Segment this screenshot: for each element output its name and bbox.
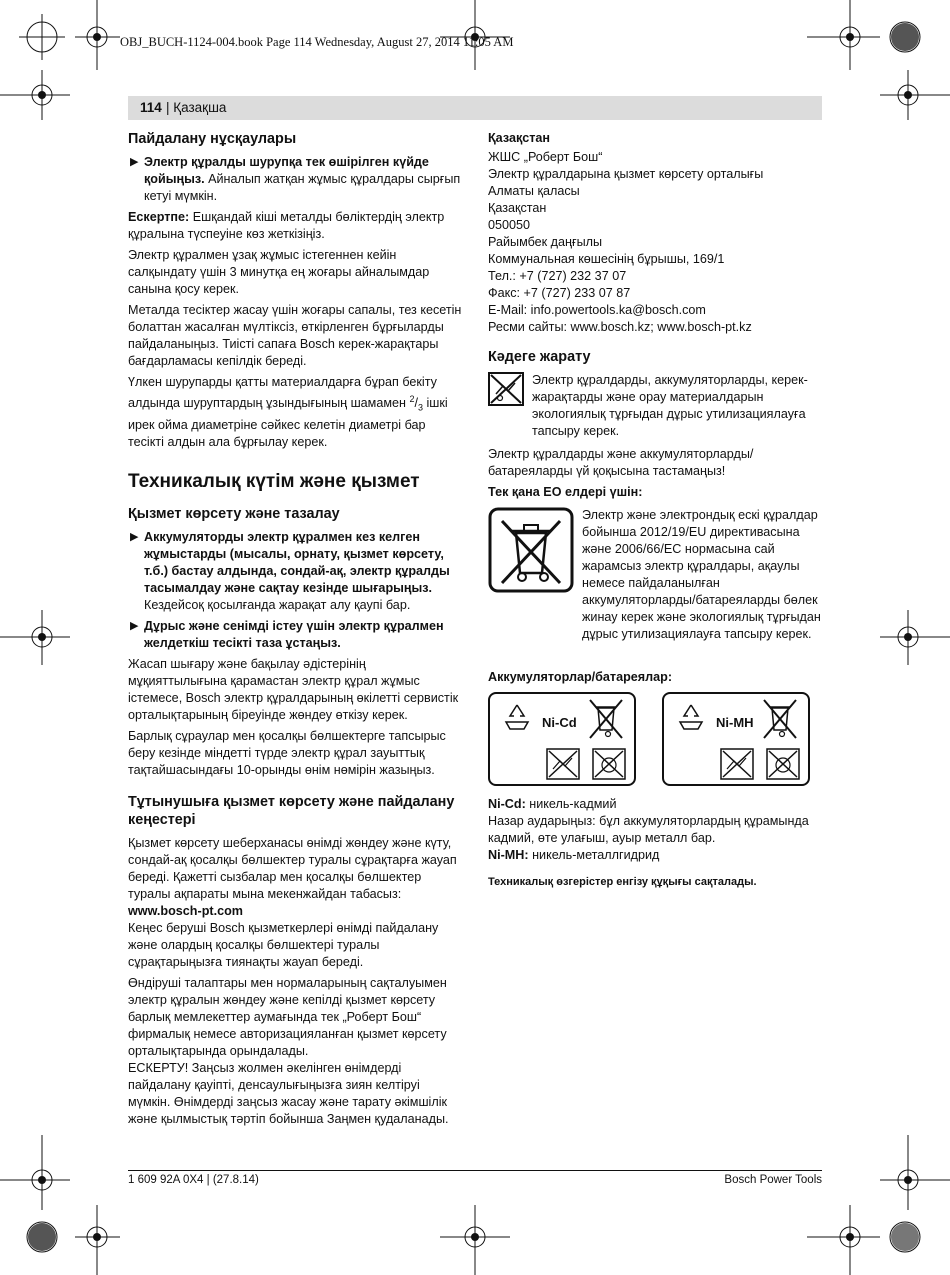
nicd-warning: Назар аударыңыз: бұл аккумуляторлардың құрамында кадмий, өте улағыш, ауыр металл бар. [488, 814, 809, 845]
recycle-icon [674, 702, 708, 732]
customer-text-1: Қызмет көрсету шеберханасы өнімді жөндеу және күту, сондай-ақ қосалқы бөлшектер туралы сұрақтарға жауап береді. Қажетті сызбалар мен қосалқы бөлшектер туралы ақпараты мына мекенжайдан табасыз: [128, 835, 457, 901]
email-line[interactable]: E-Mail: info.powertools.ka@bosch.com [488, 303, 706, 317]
footer-doc-number: 1 609 92A 0X4 | (27.8.14) [128, 1174, 259, 1186]
fraction-denominator: 3 [417, 402, 423, 413]
fax-line: Факс: +7 (727) 233 07 87 [488, 286, 631, 300]
eu-row [488, 507, 822, 643]
nimh-recycle-box [662, 692, 810, 786]
recycle-tools-icon [488, 372, 524, 406]
disposal-warning: Электр құралдарды және аккумуляторларды/батареяларды үй қоқысына тастамаңыз! [488, 447, 754, 478]
recycle-tools-icon [546, 748, 580, 780]
long-work-paragraph: Электр құралмен ұзақ жұмыс істегеннен кейін салқындату үшін 3 минутқа ең жоғары айналымдар санына қосу керек. [128, 248, 430, 296]
address-block [488, 149, 822, 336]
usage-bullet-text: Айналып жатқан жұмыс құралдары сырғып кетуі мүмкін. [144, 172, 461, 203]
service-bullet-1-bold: Аккумуляторды электр құралмен кез келген жұмыстарды (мысалы, орнату, қызмет көрсету, т.б.) бастау алдында, сондай-ақ, электр құралды тасымалдау және сақтау кезінде шығарыңыз. [144, 529, 450, 595]
address-line: Қазақстан [488, 201, 547, 215]
rights-reserved: Техникалық өзгерістер енгізу құқығы сақталады. [488, 876, 757, 888]
nimh-term: Ni-MH: [488, 848, 529, 862]
customer-paragraph-1 [128, 835, 462, 920]
battery-symbols [488, 692, 822, 786]
bullet-arrow-icon: ▶ [130, 156, 139, 168]
crossed-bin-icon [760, 698, 800, 742]
page-header [128, 96, 822, 120]
page-number: 114 [140, 100, 162, 115]
language-label: Қазақша [173, 100, 227, 115]
right-column [488, 130, 822, 891]
eu-title: Тек қана ЕО елдері үшін: [488, 485, 643, 499]
address-line: Алматы қаласы [488, 184, 580, 198]
address-line: ЖШС „Роберт Бош“ [488, 150, 603, 164]
bullet-arrow-icon: ▶ [130, 619, 139, 632]
website-line[interactable]: Ресми сайты: www.bosch.kz; www.bosch-pt.kz [488, 320, 752, 334]
screws-text-before: Үлкен шурупарды қатты материалдарға бұрап бекіту алдында шуруптардың ұзындығының шамамен [128, 375, 437, 411]
eu-directive-text: Электр және электрондық ескі құралдар бойынша 2012/19/EU директивасына және 2006/66/EC нормасына сай жарамсыз электр құралдары, ақаулы немесе пайдаланылған аккумуляторларды/батареяларды бөлек жинау керек және экологиялық тұрғыдан дұрыс утилизациялауға тапсыру керек. [582, 508, 821, 641]
print-info: OBJ_BUCH-1124-004.book Page 114 Wednesday, August 27, 2014 11:05 AM [120, 35, 514, 49]
phone-line: Тел.: +7 (727) 232 37 07 [488, 269, 627, 283]
customer-paragraph-3: Өндіруші талаптары мен нормаларының сақталуымен электр құралын жөндеу және кепілді қызмет көрсету барлық мемлекеттер аумағында тек „Роберт Бош“ фирмалық немесе авторизацияланған қызмет көрсету орталықтарында орындалады. [128, 975, 447, 1058]
address-line: Коммунальная көшесінің бұрышы, 169/1 [488, 252, 725, 266]
service-bullet-2-bold: Дұрыс және сенімді істеу үшін электр құралмен желдеткіш тесікті таза ұстаңыз. [144, 618, 444, 650]
repair-paragraph: Жасап шығару және бақылау әдістерінің мұқияттылығына қарамастан электр құрал жұмыс істемесе, Bosch электр құралдарының өкілетті сервистік орталықтарының біреуінде жөндеу өткізу керек. [128, 656, 459, 722]
nicd-line [488, 796, 822, 813]
address-line: Райымбек даңғылы [488, 235, 603, 249]
country-title: Қазақстан [488, 131, 551, 145]
bosch-pt-link[interactable]: www.bosch-pt.com [128, 903, 243, 918]
maintenance-title: Техникалық күтім және қызмет [128, 470, 420, 492]
service-cleaning-title: Қызмет көрсету және тазалау [128, 505, 340, 522]
disposal-row [488, 372, 822, 440]
article-number-paragraph: Барлық сұраулар мен қосалқы бөлшектерге тапсырыс беру кезінде міндетті түрде электр құрал зауыттық тақтайшасындағы 10-орынды өнім нөмірін жазыңыз. [128, 728, 446, 777]
footer-rule [128, 1170, 822, 1171]
address-line: 050050 [488, 218, 531, 232]
packaging-recycle-icon [766, 748, 800, 780]
usage-bullet [128, 154, 462, 205]
usage-bullet-bold: Электр құралды шурупқа тек өшірілген күйде қойыңыз. [144, 155, 429, 186]
service-bullet-1 [128, 529, 462, 614]
batteries-title: Аккумуляторлар/батареялар: [488, 670, 673, 684]
disposal-text: Электр құралдарды, аккумуляторларды, керек-жарақтарды және орау материалдарын экологиялық тұрғыдан дұрыс утилизациялауға тапсыру керек. [532, 373, 808, 438]
note-paragraph [128, 209, 462, 243]
recycle-tools-icon [720, 748, 754, 780]
left-column [128, 130, 462, 1132]
nicd-recycle-box [488, 692, 636, 786]
customer-paragraph-2: Кеңес беруші Bosch қызметкерлері өнімді пайдалану және олардың қосалқы бөлшектері туралы сұрақтарыңызға тиянақты жауап береді. [128, 920, 439, 969]
screws-paragraph: Үлкен шурупарды қатты материалдарға бұрап бекіту алдында шуруптардың ұзындығының шамамен $^2/_3$ ішкі ирек ойма диаметріне сәйкес келетін диаметрі бар тесікті алдын ала бұрғылау керек. [128, 375, 448, 449]
header-language: | Қазақша [166, 100, 227, 115]
drilling-paragraph: Металда тесіктер жасау үшін жоғары сапалы, тез кесетін болаттан жасалған мүлтіксіз, өткірленген бұрғыларды пайдаланыңыз. Тиісті сапаға Bosch керек-жарақтары бағдарламасы кепілдік береді. [128, 303, 462, 368]
crossed-bin-icon [488, 507, 574, 593]
bullet-arrow-icon: ▶ [130, 530, 139, 543]
disposal-title: Кәдеге жарату [488, 349, 591, 365]
usage-title: Пайдалану нұсқаулары [128, 131, 297, 147]
packaging-recycle-icon [592, 748, 626, 780]
recycle-icon [500, 702, 534, 732]
crossed-bin-icon [586, 698, 626, 742]
nimh-text: никель-металлгидрид [528, 848, 660, 862]
screws-text-after: ішкі ирек ойма диаметріне сәйкес келетін диаметрі бар тесікті алдын ала бұрғылау керек. [128, 396, 448, 449]
nimh-label: Ni-MH [716, 715, 754, 730]
note-label: Ескертпе: [128, 210, 190, 224]
nimh-line [488, 847, 822, 864]
service-bullet-2 [128, 618, 462, 652]
customer-service-title: Тұтынушыға қызмет көрсету және пайдалану кеңестері [128, 793, 455, 828]
service-bullet-1-text: Кездейсоқ қосылғанда жарақат алу қаупі бар. [144, 597, 411, 612]
note-text: Ешқандай кіші металды бөліктердің электр құралына түспеуіне көз жеткізіңіз. [128, 210, 445, 241]
nicd-text: никель-кадмий [525, 797, 617, 811]
fraction-numerator: 2 [409, 394, 415, 404]
address-line: Электр құралдарына қызмет көрсету орталығы [488, 167, 764, 181]
nicd-label: Ni-Cd [542, 715, 577, 730]
customer-paragraph-4: ЕСКЕРТУ! Заңсыз жолмен әкелінген өнімдерді пайдалану қауіпті, денсаулығыңызға зиян келтіруі мүмкін. Өнімдерді заңсыз жасау және тарату әкімшілік және қылмыстық тәртіп бойынша Заңмен қудаланады. [128, 1060, 449, 1126]
footer-brand: Bosch Power Tools [724, 1174, 822, 1186]
nicd-term: Ni-Cd: [488, 797, 526, 811]
